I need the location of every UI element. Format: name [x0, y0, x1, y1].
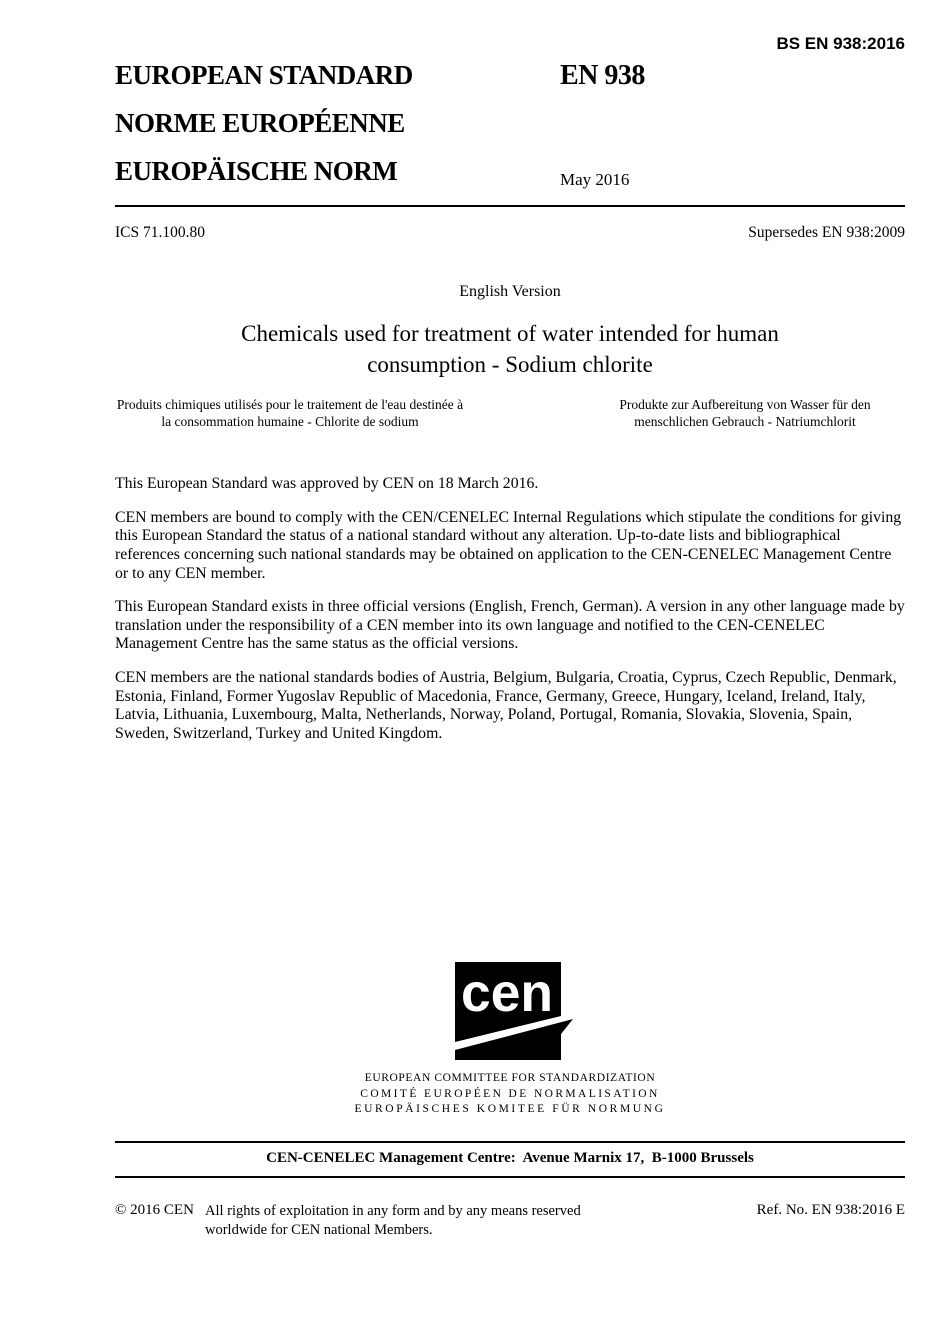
- committee-line-french: COMITÉ EUROPÉEN DE NORMALISATION: [360, 1087, 660, 1100]
- header-divider: [115, 205, 905, 207]
- body-paragraphs: [115, 475, 905, 759]
- supersedes-note: Supersedes EN 938:2009: [748, 224, 905, 241]
- paragraph-regulations: CEN members are bound to comply with the CEN/CENELEC Internal Regulations which stipulate the conditions for giving this European Standard the status of a national standard without any alteration. Up-to-date lists and bibliographical references concerning such national standards may be obtained on application to the CEN-CENELEC Management Centre or to any CEN member.: [115, 508, 902, 582]
- ics-code: ICS 71.100.80: [115, 224, 205, 241]
- meta-row: [115, 224, 905, 242]
- committee-line-german: EUROPÄISCHES KOMITEE FÜR NORMUNG: [354, 1103, 666, 1115]
- document-reference: BS EN 938:2016: [776, 34, 905, 53]
- management-centre-address: CEN-CENELEC Management Centre: Avenue Marnix 17, B-1000 Brussels: [266, 1150, 754, 1166]
- standard-title-french: NORME EUROPÉENNE: [115, 108, 405, 138]
- cen-logo-block: [115, 962, 905, 1120]
- main-title: Chemicals used for treatment of water intended for human consumption - Sodium chlorite: [241, 321, 779, 378]
- standard-title-english: EUROPEAN STANDARD: [115, 60, 413, 90]
- management-divider-top: [115, 1141, 905, 1143]
- rights-notice: All rights of exploitation in any form and by any means reserved worldwide for CEN national Members.: [205, 1203, 581, 1238]
- title-french: Produits chimiques utilisés pour le traitement de l'eau destinée à la consommation humaine - Chlorite de sodium: [116, 397, 464, 430]
- cen-logo-text: cen: [460, 963, 553, 1023]
- reference-number: Ref. No. EN 938:2016 E: [756, 1202, 905, 1218]
- standard-title-block: [115, 62, 413, 206]
- footer: [115, 1202, 905, 1240]
- publication-date: May 2016: [560, 170, 630, 189]
- paragraph-members: CEN members are the national standards bodies of Austria, Belgium, Bulgaria, Croatia, Cyprus, Czech Republic, Denmark, Estonia, Finland, Former Yugoslav Republic of Macedonia, France, Germany, Greece, Hungary, Iceland, Ireland, Italy, Latvia, Lithuania, Luxembourg, Malta, Netherlands, Norway, Poland, Portugal, Romania, Slovakia, Slovenia, Spain, Sweden, Switzerland, Turkey and United Kingdom.: [115, 669, 897, 742]
- standard-title-german: EUROPÄISCHE NORM: [115, 156, 398, 186]
- cen-logo-icon: [455, 962, 580, 1060]
- committee-line-english: EUROPEAN COMMITTEE FOR STANDARDIZATION: [364, 1072, 656, 1084]
- title-german: Produkte zur Aufbereitung von Wasser für den menschlichen Gebrauch - Natriumchlorit: [619, 397, 871, 430]
- paragraph-versions: This European Standard exists in three official versions (English, French, German). A version in any other language made by translation under the responsibility of a CEN member into its own language and notified to the CEN-CENELEC Management Centre has the same status as the official versions.: [115, 598, 905, 653]
- version-label: English Version: [459, 283, 561, 300]
- translated-titles: [115, 396, 905, 430]
- committee-lines: [355, 1073, 666, 1120]
- copyright-notice: © 2016 CEN: [115, 1202, 194, 1218]
- management-divider-bottom: [115, 1176, 905, 1178]
- paragraph-approval: This European Standard was approved by CEN on 18 March 2016.: [115, 475, 539, 492]
- standard-number: EN 938: [560, 60, 645, 91]
